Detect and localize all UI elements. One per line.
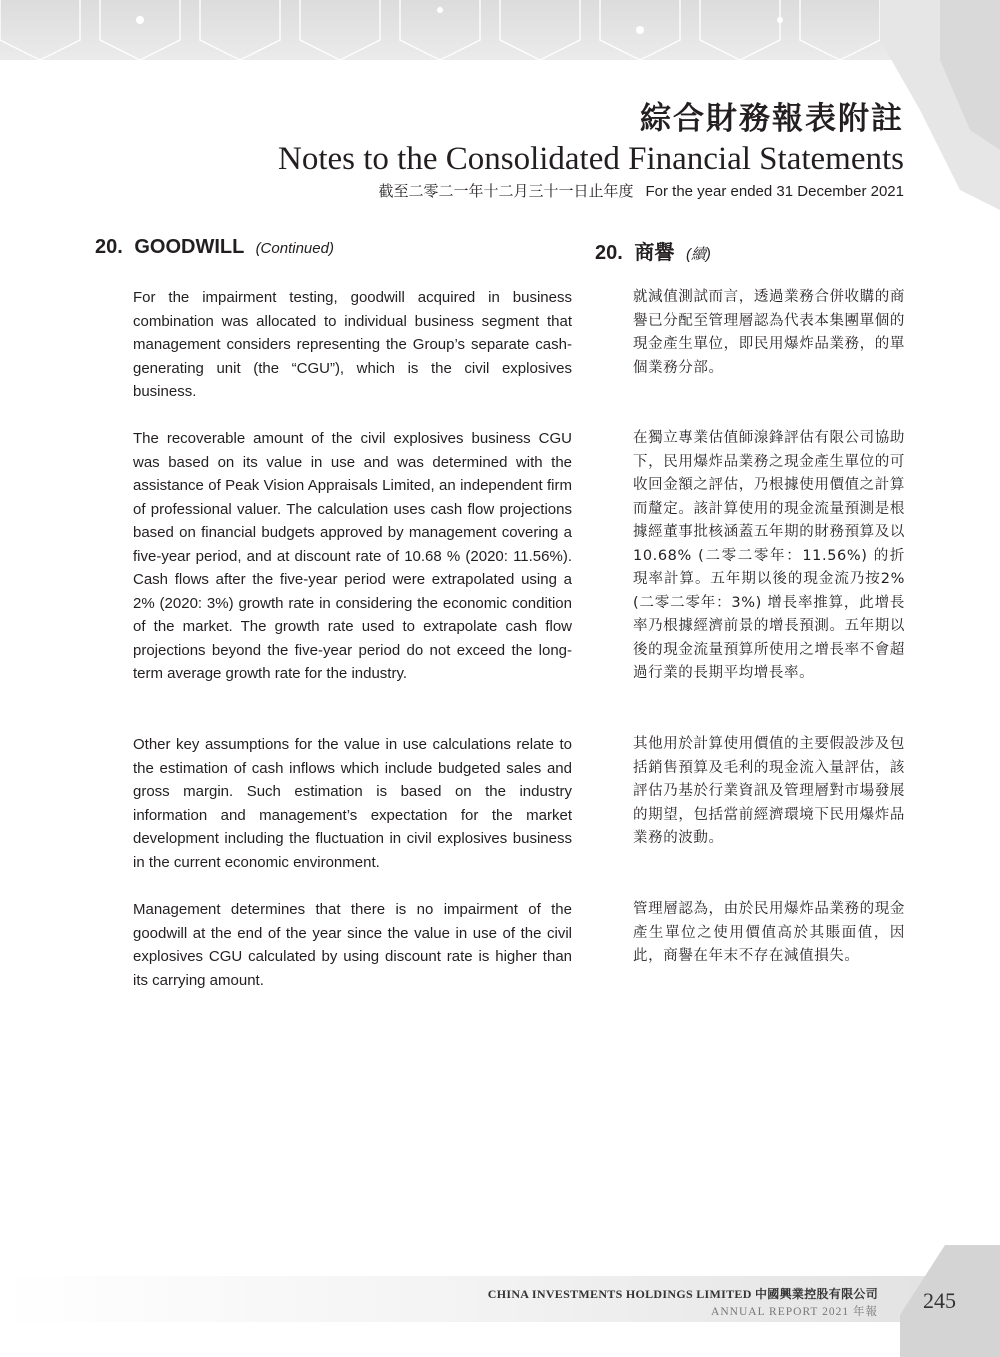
section-title: GOODWILL bbox=[134, 236, 244, 258]
title-english: Notes to the Consolidated Financial Statements bbox=[278, 141, 904, 177]
footer bbox=[488, 1285, 878, 1319]
paragraph: 就減值測試而言，透過業務合併收購的商譽已分配至管理層認為代表本集團單個的現金產生單位，即民用爆炸品業務，的單個業務分部。 bbox=[633, 289, 905, 376]
paragraph: For the impairment testing, goodwill acquired in business combination was allocated to individual business segment that management considers representing the Group’s separate cash-generating unit (the “CGU”), which is the civil explosives business. bbox=[133, 289, 572, 400]
section-number: 20. bbox=[95, 236, 123, 258]
paragraph: Other key assumptions for the value in use calculations relate to the estimation of cash inflows which include budgeted sales and gross margin. Such estimation is based on the industry information and management’s expectation for the market development including the fluctuation in civil explosives business in the current economic environment. bbox=[133, 736, 572, 871]
continued-label: (Continued) bbox=[255, 240, 334, 257]
paragraph: 管理層認為，由於民用爆炸品業務的現金產生單位之使用價值高於其賬面值，因此，商譽在年末不存在減值損失。 bbox=[633, 901, 905, 964]
paragraph: The recoverable amount of the civil explosives business CGU was based on its value in use and was determined with the assistance of Peak Vision Appraisals Limited, an independent firm of professional valuer. The calculation uses cash flow projections based on financial budgets approved by management covering a five-year period, and at discount rate of 10.68 % (2020: 11.56%). Cash flows after the five-year period were extrapolated using a 2% (2020: 3%) growth rate in considering the economic condition of the market. The growth rate used to extrapolate cash flow projections beyond the five-year period do not exceed the long-term average growth rate for the industry. bbox=[133, 430, 572, 682]
page-number: 245 bbox=[923, 1288, 956, 1313]
title-chinese: 綜合財務報表附註 bbox=[640, 101, 904, 137]
decorative-header-band bbox=[0, 0, 1000, 60]
section-heading-english bbox=[95, 236, 334, 259]
hexagon-pattern-icon bbox=[0, 0, 1000, 60]
page-header bbox=[278, 100, 904, 203]
continued-label: (續) bbox=[685, 246, 711, 263]
paragraph: 在獨立專業估值師湶鋒評估有限公司協助下，民用爆炸品業務之現金產生單位的可收回金額之評估，乃根據使用價值之計算而釐定。該計算使用的現金流量預測是根據經董事批核涵蓋五年期的財務預算及以10.68% (二零二零年：11.56%) 的折現率計算。五年期以後的現金流乃按2% (二零二零年：3%) 增長率推算，此增長率乃根據經濟前景的增長預測。五年期以後的現金流量預算所使用之增長率不會超過行業的長期平均增長率。 bbox=[633, 430, 905, 681]
section-number: 20. bbox=[595, 242, 623, 264]
period-chinese: 截至二零二一年十二月三十一日止年度 bbox=[378, 183, 634, 200]
period-english: For the year ended 31 December 2021 bbox=[645, 183, 904, 200]
section-title: 商譽 bbox=[634, 242, 675, 264]
period-line bbox=[278, 181, 904, 203]
paragraph: 其他用於計算使用價值的主要假設涉及包括銷售預算及毛利的現金流入量評估，該評估乃基於行業資訊及管理層對市場發展的期望，包括當前經濟環境下民用爆炸品業務的波動。 bbox=[633, 736, 905, 846]
section-heading-chinese bbox=[595, 236, 711, 265]
paragraph: Management determines that there is no impairment of the goodwill at the end of the year since the value in use of the civil explosives CGU calculated by using discount rate is higher than its carrying amount. bbox=[133, 901, 572, 989]
footer-report: ANNUAL REPORT 2021 年報 bbox=[711, 1306, 878, 1318]
footer-company: CHINA INVESTMENTS HOLDINGS LIMITED 中國興業控股有限公司 bbox=[487, 1287, 878, 1301]
